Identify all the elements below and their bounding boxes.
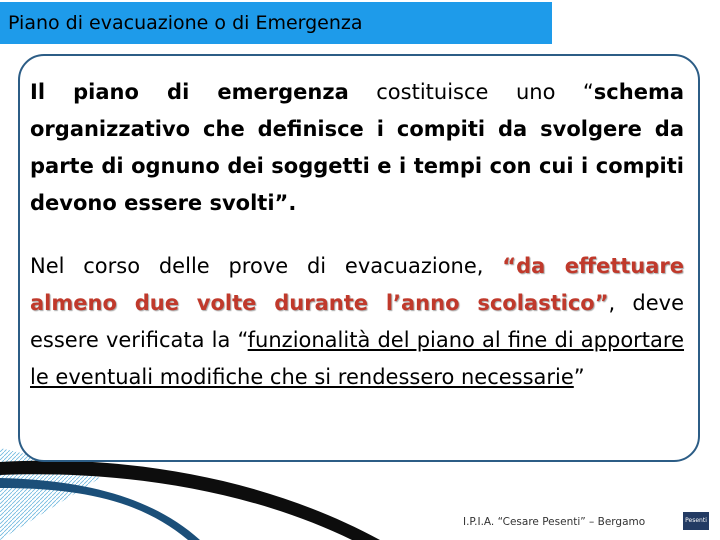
plain-text: Nel corso delle prove di evacuazione,	[30, 254, 503, 278]
content-box	[18, 54, 700, 462]
plain-text: ”	[573, 365, 585, 389]
content-text	[30, 74, 684, 396]
slide-title: Piano di evacuazione o di Emergenza	[8, 12, 363, 34]
paragraph-definition	[30, 74, 684, 222]
plain-text: costituisce uno “	[348, 80, 594, 104]
paragraph-drills	[30, 248, 684, 396]
footer-credit: I.P.I.A. “Cesare Pesenti” – Bergamo	[463, 516, 646, 528]
emphasis-quote: schema organizzativo che definisce i compiti da svolgere da parte di ognuno dei soggetti e i tempi con cui i compiti devono essere svolti”.	[30, 80, 684, 215]
emphasis-term: Il piano di emergenza	[30, 80, 349, 104]
school-logo: Pesenti	[683, 512, 709, 530]
highlighted-quote: “da effettuare almeno due volte durante l’anno scolastico”	[30, 254, 684, 315]
underlined-text: funzionalità del piano al fine di apportare le eventuali modifiche che si rendessero necessarie	[30, 328, 685, 389]
plain-text: , deve essere verificata la “	[30, 291, 685, 352]
